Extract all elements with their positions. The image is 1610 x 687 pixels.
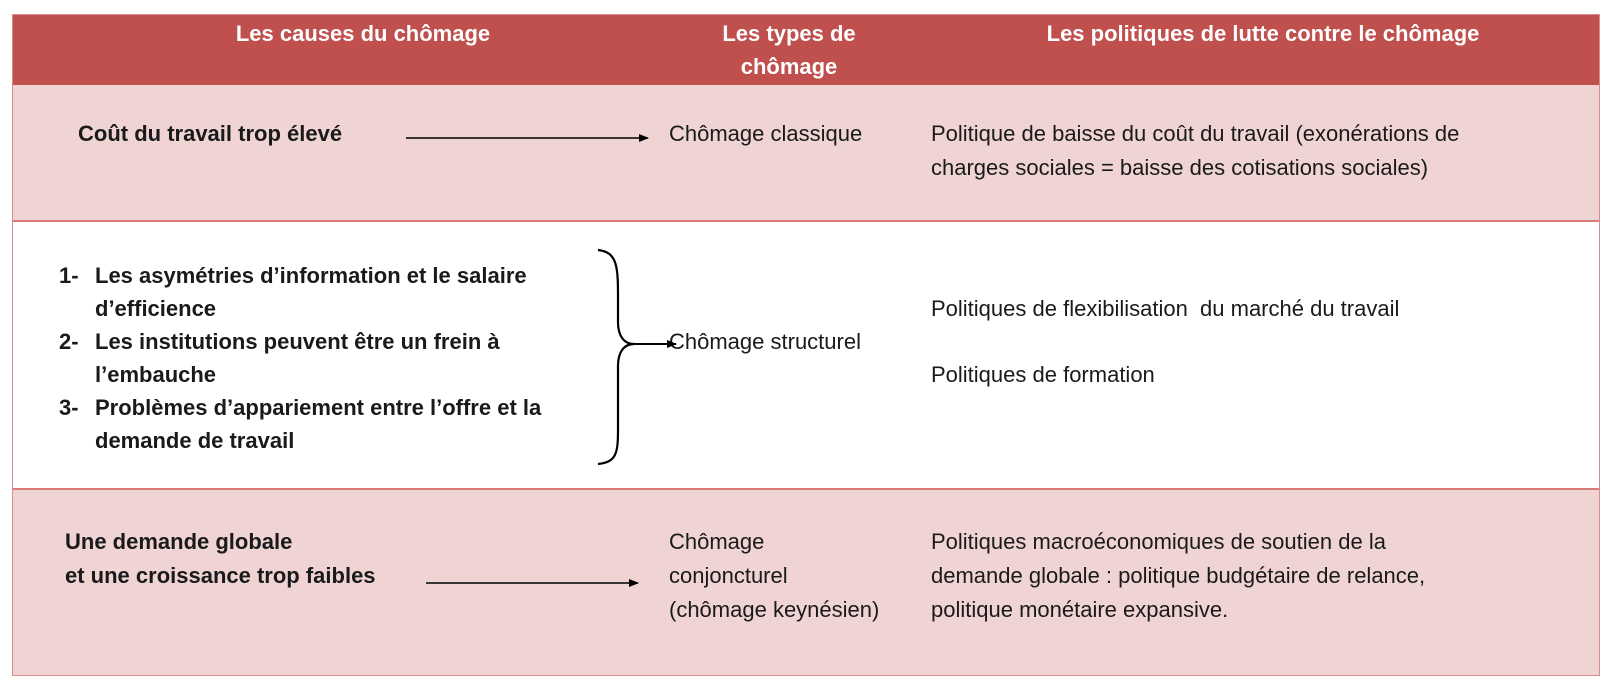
cause-cout-travail: Coût du travail trop élevé bbox=[78, 121, 343, 146]
cause-demande-line1: Une demande globale bbox=[65, 529, 293, 554]
type-classique: Chômage classique bbox=[669, 121, 863, 146]
header-policies: Les politiques de lutte contre le chômage bbox=[1046, 21, 1480, 46]
list-line: Problèmes d’appariement entre l’offre et la bbox=[95, 395, 542, 420]
list-number: 3- bbox=[59, 395, 79, 420]
type-conjoncturel-line2: conjoncturel bbox=[669, 563, 788, 588]
list-line: Les institutions peuvent être un frein à bbox=[95, 329, 500, 354]
policy-conjoncturel-line1: Politiques macroéconomiques de soutien de la bbox=[931, 529, 1386, 554]
policy-conjoncturel-line3: politique monétaire expansive. bbox=[931, 597, 1229, 622]
header-types-line1: Les types de bbox=[722, 21, 856, 46]
header-types-line2: chômage bbox=[740, 54, 838, 79]
type-conjoncturel-line3: (chômage keynésien) bbox=[669, 597, 880, 622]
type-structurel: Chômage structurel bbox=[669, 329, 861, 354]
policy-formation: Politiques de formation bbox=[931, 362, 1155, 387]
type-conjoncturel-line1: Chômage bbox=[669, 529, 765, 554]
policy-classique-line2: charges sociales = baisse des cotisations sociales) bbox=[931, 155, 1429, 180]
list-number: 2- bbox=[59, 329, 79, 354]
list-line: d’efficience bbox=[95, 296, 217, 321]
policy-classique-line1: Politique de baisse du coût du travail (exonérations de bbox=[931, 121, 1460, 146]
list-line: Les asymétries d’information et le salaire bbox=[95, 263, 527, 288]
brace-icon bbox=[598, 250, 634, 464]
list-line: demande de travail bbox=[95, 428, 295, 453]
list-number: 1- bbox=[59, 263, 79, 288]
cause-demande-line2: et une croissance trop faibles bbox=[65, 563, 376, 588]
policy-conjoncturel-line2: demande globale : politique budgétaire de relance, bbox=[931, 563, 1426, 588]
policy-flexibilisation: Politiques de flexibilisation du marché du travail bbox=[931, 296, 1400, 321]
list-line: l’embauche bbox=[95, 362, 217, 387]
header-causes: Les causes du chômage bbox=[235, 21, 491, 46]
